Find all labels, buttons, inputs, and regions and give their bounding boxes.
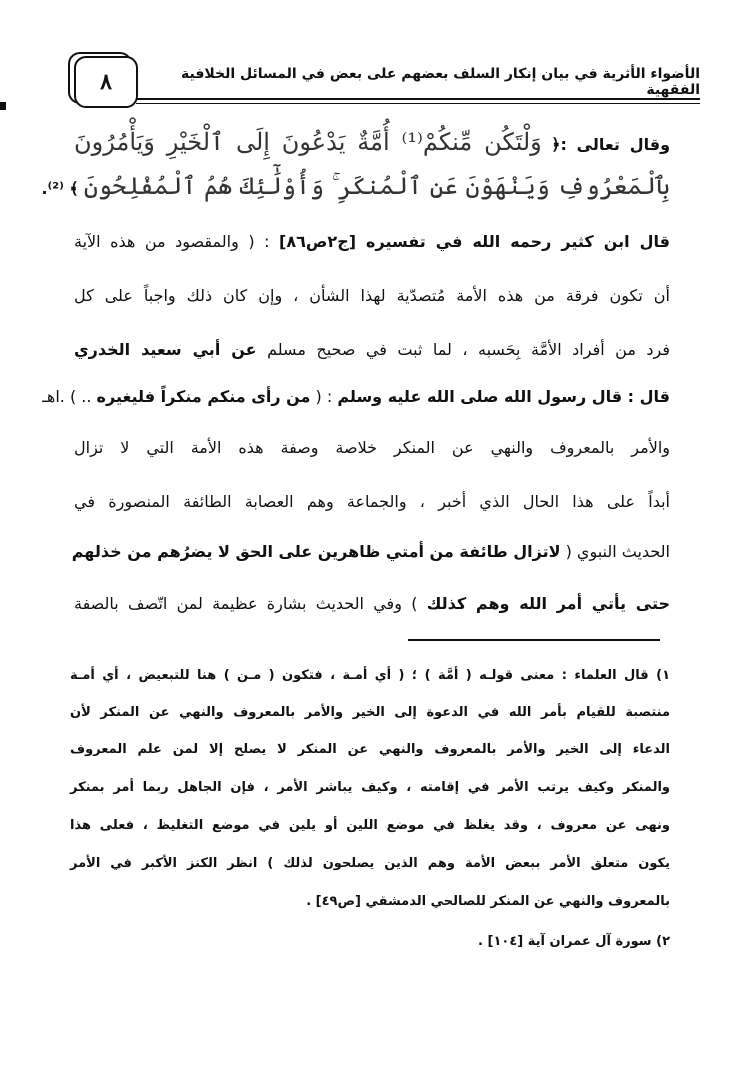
verse-intro: وقال تعالى :﴿ — [551, 135, 671, 154]
footnote-line-8: ٢) سورة آل عمران آية [١٠٤] . — [478, 934, 670, 949]
body-line-4: أن تكون فرقة من هذه الأمة مُتصدّية لهذا الشأن ، وإن كان ذلك واجباً على كل — [74, 286, 670, 305]
footnote-line-4: والمنكر وكيف يرتب الأمر في إقامته ، وكيف يباشر الأمر ، فإن الجاهل ربما أمر بمنكر — [70, 780, 670, 795]
page-number: ٨ — [74, 56, 138, 108]
quote-end: .. ) .اهـ — [42, 387, 97, 406]
header-rule — [136, 98, 700, 100]
line-5-text: فرد من أفراد الأمَّة بِحَسبه ، لما ثبت في صحيح مسلم — [256, 340, 670, 359]
footnote-line-5: ونهى عن معروف ، وقد يغلظ في موضع اللين أو يلين في موضع التغليظ ، فعلى هذا — [70, 818, 670, 833]
verse-close: ﴾ ⁽²⁾. — [41, 179, 79, 198]
line-9-text: الحديث النبوي ( — [560, 542, 670, 561]
body-line-3 — [74, 232, 670, 251]
prophet-saying-intro: قال : قال رسول الله صلى الله عليه وسلم — [337, 387, 670, 406]
footnote-line-7: بالمعروف والنهي عن المنكر للصالحي الدمشقي [ص٤٩] . — [306, 894, 670, 909]
quran-verse-part-1: وَلْتَكُن مِّنكُمْ⁽¹⁾ أُمَّةٌ يَدْعُونَ إِلَى ٱلْخَيْرِ وَيَأْمُرُونَ — [74, 128, 542, 156]
running-title: الأضواء الأثرية في بيان إنكار السلف بعضهم على بعض في المسائل الخلافية الفقهية — [181, 66, 700, 98]
header-rule-thin — [136, 103, 700, 104]
body-line-10 — [74, 594, 670, 613]
footnote-line-2: منتصبة للقيام بأمر الله في الدعوة إلى الخير والأمر بالمعروف والنهي عن المنكر لأن — [70, 705, 670, 720]
line-10-text: ) وفي الحديث بشارة عظيمة لمن اتّصف بالصفة — [74, 594, 427, 613]
paren-open: : ( — [310, 387, 338, 406]
body-line-1 — [74, 128, 670, 156]
body-line-2 — [41, 172, 670, 200]
hadith-taifa-end: حتى يأتي أمر الله وهم كذلك — [426, 594, 671, 613]
body-line-7: والأمر بالمعروف والنهي عن المنكر خلاصة وصفة هذه الأمة التي لا تزال — [74, 438, 670, 457]
margin-mark — [0, 102, 6, 110]
body-line-8: أبداً على هذا الحال الذي أخبر ، والجماعة وهم العصابة الطائفة المنصورة في — [74, 492, 670, 511]
page-header — [60, 56, 700, 118]
footnote-line-3: الدعاء إلى الخير والأمر بالمعروف والنهي عن المنكر لا يصلح إلا لمن علم المعروف — [70, 742, 670, 757]
body-line-9 — [71, 542, 670, 561]
footnote-line-1: ١) قال العلماء : معنى قولـه ( أمَّة ) ؛ ( أي أمـة ، فتكون ( مـن ) هنا للتبعيض ، أي أمـة — [70, 668, 670, 683]
hadith-text: من رأى منكم منكراً فليغيره — [96, 387, 311, 406]
narrator-name: عن أبي سعيد الخدري — [74, 340, 257, 359]
footnote-line-6: يكون متعلق الأمر ببعض الأمة وهم الذين يصلحون لذلك ) انظر الكنز الأكبر في الأمر — [70, 856, 670, 871]
hadith-taifa: لاتزال طائفة من أمتي ظاهرين على الحق لا يضرُهم من خذلهم — [71, 542, 561, 561]
ibn-kathir-citation: قال ابن كثير رحمه الله في تفسيره [ج٢ص٨٦] — [279, 232, 671, 251]
body-line-5 — [74, 340, 670, 359]
footnote-separator — [408, 639, 660, 641]
quote-opening: : ( والمقصود من هذه الآية — [74, 232, 280, 251]
body-line-6 — [42, 387, 670, 406]
quran-verse-part-2: بِٱلْمَعْرُوفِ وَيَنْهَوْنَ عَنِ ٱلْمُنكَرِ ۚ وَأُوْلَٰٓئِكَ هُمُ ٱلْمُفْلِحُونَ — [83, 172, 670, 200]
